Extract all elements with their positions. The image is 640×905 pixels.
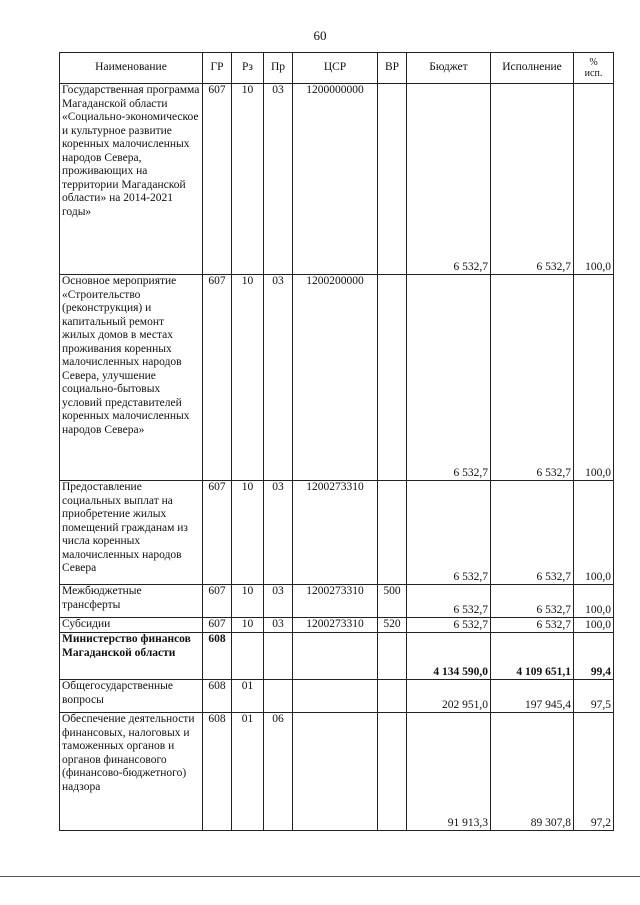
row-rz: 10	[232, 585, 264, 618]
row-gr: 607	[203, 275, 232, 481]
row-pr: 03	[264, 585, 293, 618]
row-vr	[378, 633, 407, 680]
row-budget: 202 951,0	[407, 680, 491, 713]
row-name: Предоставление социальных выплат на приобретение жилых помещений гражданам из числа коренных малочисленных народов Севера	[60, 481, 203, 585]
row-pct: 97,2	[574, 713, 614, 831]
table-row	[60, 585, 614, 618]
col-header-csr: ЦСР	[293, 53, 378, 84]
row-exec: 6 532,7	[491, 481, 574, 585]
row-pct: 100,0	[574, 585, 614, 618]
row-name: Обеспечение деятельности финансовых, налоговых и таможенных органов и органов финансового (финансово-бюджетного) надзора	[60, 713, 203, 831]
table-row	[60, 481, 614, 585]
row-csr	[293, 680, 378, 713]
row-budget: 6 532,7	[407, 275, 491, 481]
table-row	[60, 275, 614, 481]
row-gr: 608	[203, 633, 232, 680]
row-name: Основное мероприятие «Строительство (реконструкция) и капитальный ремонт жилых домов в местах проживания коренных малочисленных народов Севера, улучшение социально-бытовых условий представителей коренных малочисленных народов Севера»	[60, 275, 203, 481]
row-exec: 6 532,7	[491, 275, 574, 481]
row-pct: 100,0	[574, 275, 614, 481]
row-rz: 10	[232, 275, 264, 481]
row-name: Субсидии	[60, 618, 203, 633]
row-budget: 6 532,7	[407, 585, 491, 618]
row-exec: 6 532,7	[491, 585, 574, 618]
row-csr: 1200273310	[293, 585, 378, 618]
row-vr	[378, 713, 407, 831]
row-pr: 03	[264, 618, 293, 633]
budget-table	[59, 52, 614, 831]
row-vr: 520	[378, 618, 407, 633]
table-row	[60, 680, 614, 713]
row-name: Государственная программа Магаданской области «Социально-экономическое и культурное развитие коренных малочисленных народов Севера, проживающих на территории Магаданской области» на 2014-2021 годы»	[60, 84, 203, 275]
row-csr	[293, 713, 378, 831]
row-rz: 01	[232, 680, 264, 713]
row-vr	[378, 275, 407, 481]
row-csr: 1200273310	[293, 618, 378, 633]
row-csr	[293, 633, 378, 680]
col-header-budget: Бюджет	[407, 53, 491, 84]
row-csr: 1200000000	[293, 84, 378, 275]
table-row	[60, 713, 614, 831]
row-name: Общегосударственные вопросы	[60, 680, 203, 713]
row-budget: 6 532,7	[407, 618, 491, 633]
row-gr: 608	[203, 713, 232, 831]
row-rz	[232, 633, 264, 680]
row-rz: 10	[232, 618, 264, 633]
header-row	[60, 53, 614, 84]
row-budget: 91 913,3	[407, 713, 491, 831]
col-header-name: Наименование	[60, 53, 203, 84]
row-gr: 607	[203, 481, 232, 585]
row-gr: 608	[203, 680, 232, 713]
bottom-rule	[0, 876, 640, 877]
col-header-pct: % исп.	[574, 53, 614, 84]
row-pct: 100,0	[574, 84, 614, 275]
row-rz: 10	[232, 481, 264, 585]
row-exec: 197 945,4	[491, 680, 574, 713]
row-pr: 03	[264, 481, 293, 585]
row-exec: 6 532,7	[491, 618, 574, 633]
row-gr: 607	[203, 84, 232, 275]
row-budget: 4 134 590,0	[407, 633, 491, 680]
page-number: 60	[313, 28, 327, 43]
table-row	[60, 618, 614, 633]
row-csr: 1200200000	[293, 275, 378, 481]
col-header-exec: Исполнение	[491, 53, 574, 84]
row-vr	[378, 84, 407, 275]
row-budget: 6 532,7	[407, 84, 491, 275]
row-pct: 97,5	[574, 680, 614, 713]
row-csr: 1200273310	[293, 481, 378, 585]
row-pr: 03	[264, 275, 293, 481]
col-header-vr: ВР	[378, 53, 407, 84]
table-row	[60, 84, 614, 275]
row-pr	[264, 680, 293, 713]
row-rz: 01	[232, 713, 264, 831]
row-pct: 100,0	[574, 481, 614, 585]
col-header-gr: ГР	[203, 53, 232, 84]
row-name: Межбюджетные трансферты	[60, 585, 203, 618]
row-pct: 100,0	[574, 618, 614, 633]
row-exec: 89 307,8	[491, 713, 574, 831]
row-pr: 06	[264, 713, 293, 831]
row-name: Министерство финансов Магаданской области	[60, 633, 203, 680]
row-gr: 607	[203, 585, 232, 618]
col-header-pr: Пр	[264, 53, 293, 84]
row-gr: 607	[203, 618, 232, 633]
table-row	[60, 633, 614, 680]
row-pr	[264, 633, 293, 680]
row-pr: 03	[264, 84, 293, 275]
row-rz: 10	[232, 84, 264, 275]
col-header-rz: Рз	[232, 53, 264, 84]
row-budget: 6 532,7	[407, 481, 491, 585]
row-exec: 4 109 651,1	[491, 633, 574, 680]
row-vr: 500	[378, 585, 407, 618]
row-pct: 99,4	[574, 633, 614, 680]
row-exec: 6 532,7	[491, 84, 574, 275]
row-vr	[378, 680, 407, 713]
row-vr	[378, 481, 407, 585]
